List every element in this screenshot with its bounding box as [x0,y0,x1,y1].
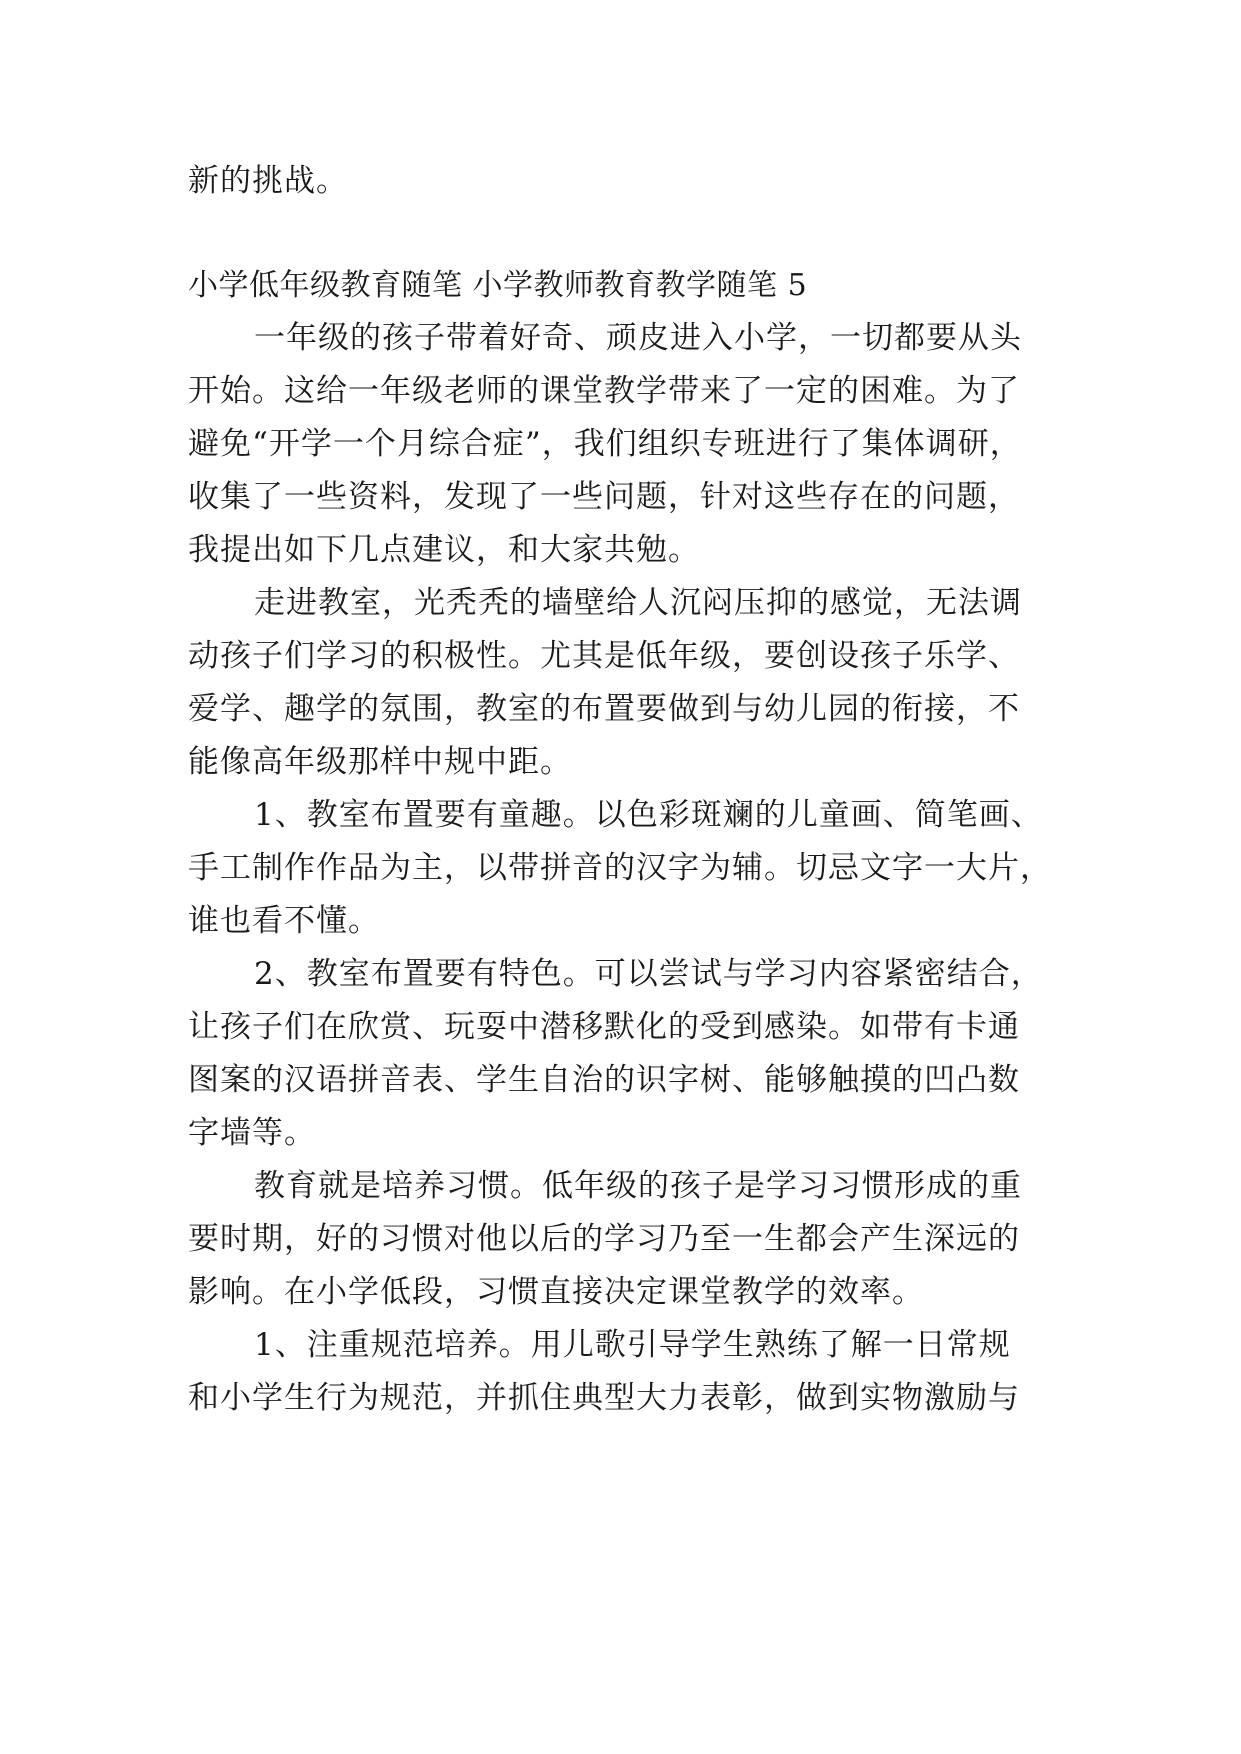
paragraph-line: 动孩子们学习的积极性。尤其是低年级，要创设孩子乐学、 [188,638,1020,674]
paragraph [188,789,1060,948]
paragraph-line: 教育就是培养习惯。低年级的孩子是学习习惯形成的重 [254,1168,1022,1204]
paragraph-line: 和小学生行为规范，并抓住典型大力表彰，做到实物激励与 [188,1380,1020,1416]
document-page [188,155,1060,1425]
section-heading: 小学低年级教育随笔 小学教师教育教学随笔 5 [188,268,808,303]
paragraph [188,948,1060,1160]
paragraph-line: 一年级的孩子带着好奇、顽皮进入小学，一切都要从头 [254,320,1022,356]
paragraph [188,577,1060,789]
paragraph-line: 收集了一些资料，发现了一些问题，针对这些存在的问题， [188,479,1020,515]
paragraph-line: 让孩子们在欣赏、玩耍中潜移默化的受到感染。如带有卡通 [188,1009,1020,1045]
paragraph-line: 爱学、趣学的氛围，教室的布置要做到与幼儿园的衔接，不 [188,691,1020,727]
continuation-text: 新的挑战。 [188,163,348,199]
paragraph-line: 影响。在小学低段，习惯直接决定课堂教学的效率。 [188,1274,924,1310]
paragraph-line: 1、注重规范培养。用儿歌引导学生熟练了解一日常规 [254,1327,1011,1363]
paragraph-line: 2、教室布置要有特色。可以尝试与学习内容紧密结合， [254,956,1043,992]
paragraph [188,1160,1060,1319]
document-body [188,312,1060,1425]
paragraph-line: 我提出如下几点建议，和大家共勉。 [188,532,700,568]
paragraph-line: 开始。这给一年级老师的课堂教学带来了一定的困难。为了 [188,373,1020,409]
paragraph-line: 谁也看不懂。 [188,903,380,939]
paragraph-line: 避免“开学一个月综合症”，我们组织专班进行了集体调研， [188,426,1022,462]
paragraph-line: 能像高年级那样中规中距。 [188,744,572,780]
paragraph-line: 字墙等。 [188,1115,316,1151]
paragraph [188,312,1060,577]
paragraph-line: 走进教室，光秃秃的墙壁给人沉闷压抑的感觉，无法调 [254,585,1022,621]
paragraph-line: 图案的汉语拼音表、学生自治的识字树、能够触摸的凹凸数 [188,1062,1020,1098]
paragraph-line: 1、教室布置要有童趣。以色彩斑斓的儿童画、简笔画、 [254,797,1043,833]
paragraph [188,1319,1060,1425]
paragraph-line: 手工制作作品为主，以带拼音的汉字为辅。切忌文字一大片， [188,850,1052,886]
paragraph-line: 要时期，好的习惯对他以后的学习乃至一生都会产生深远的 [188,1221,1020,1257]
